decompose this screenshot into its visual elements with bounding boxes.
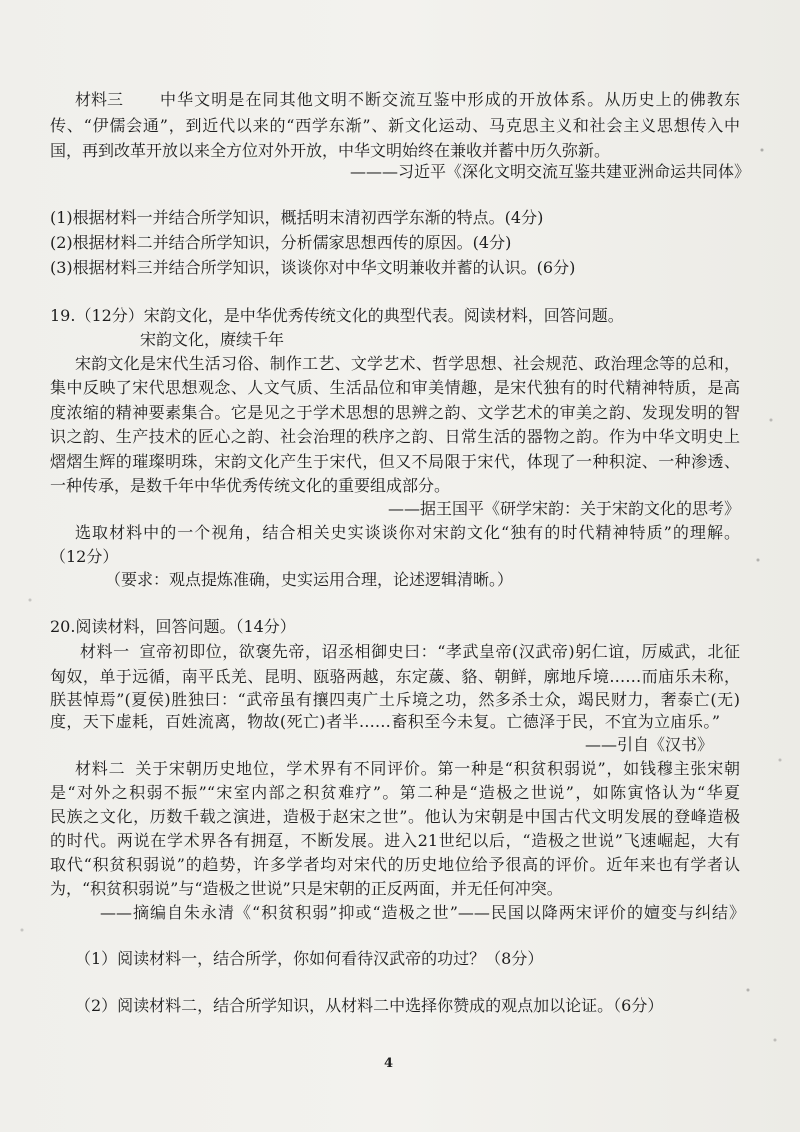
material3-line: 中华文明是在同其他文明不断交流互鉴中形成的开放体系。从历史上的佛教东 (160, 90, 740, 109)
q20-material2-line-text: 关于宋朝历史地位，学术界有不同评价。第一种是“积贫积弱说”，如钱穆主张宋朝 (135, 759, 740, 778)
q20-material2-line: 民族之文化，历数千载之演进，造极于赵宋之世”。他认为宋朝是中国古代文明发展的登峰造极 (50, 807, 740, 826)
q19-task: 选取材料中的一个视角，结合相关史实谈谈你对宋韵文化“独有的时代精神特质”的理解。 (75, 523, 740, 542)
q20-part-1: （1）阅读材料一，结合所学，你如何看待汉武帝的功过？（8分） (75, 949, 544, 968)
page-number: 4 (384, 1056, 394, 1071)
q19-task-score: （12分） (50, 547, 119, 566)
q18-part-3: (3)根据材料三并结合所学知识，谈谈你对中华文明兼收并蓄的认识。(6分) (50, 258, 576, 277)
q20-material2-line: 取代“积贫积弱说”的趋势，许多学者均对宋代的历史地位给予很高的评价。近年来也有学者认 (50, 855, 740, 874)
q20-part-2: （2）阅读材料二，结合所学知识，从材料二中选择你赞成的观点加以论证。（6分） (75, 996, 664, 1015)
q19-material-line: 宋韵文化是宋代生活习俗、制作工艺、文学艺术、哲学思想、社会规范、政治理念等的总和， (75, 354, 740, 373)
q18-part-2: (2)根据材料二并结合所学知识，分析儒家思想西传的原因。(4分) (50, 233, 512, 252)
q20-material1-line-text: 宣帝初即位，欲褒先帝，诏丞相御史曰：“孝武皇帝(汉武帝)躬仁谊，厉威武，北征 (139, 642, 740, 661)
q19-material-title: 宋韵文化，赓续千年 (140, 330, 285, 349)
q18-part-1: (1)根据材料一并结合所学知识，概括明末清初西学东渐的特点。(4分) (50, 208, 544, 227)
q19-material-line: 一种传承，是数千年中华优秀传统文化的重要组成部分。 (50, 476, 451, 495)
q20-material1-source: ——引自《汉书》 (585, 735, 714, 754)
q20-material2-label: 材料二 (75, 759, 126, 778)
q19-material-line: 度浓缩的精神要素集合。它是见之于学术思想的思辨之韵、文学艺术的审美之韵、发现发明的智 (50, 403, 740, 422)
material3-source: ———习近平《深化文明交流互鉴共建亚洲命运共同体》 (349, 162, 750, 181)
q20-material2-line: 为，“积贫积弱说”与“造极之世说”只是宋朝的正反两面，并无任何冲突。 (50, 879, 563, 898)
q20-material1-line: 度，天下虚耗，百姓流离，物故(死亡)者半……畜积至今未复。亡德泽于民，不宜为立庙乐。” (50, 712, 720, 731)
q20-material2-line (75, 759, 740, 779)
q19-material-line: 识之韵、生产技术的匠心之韵、社会治理的秩序之韵、日常生活的器物之韵。作为中华文明史上 (50, 427, 740, 446)
q19-requirement: （要求：观点提炼准确，史实运用合理，论述逻辑清晰。） (105, 570, 514, 589)
q19-source: ——据王国平《研学宋韵：关于宋韵文化的思考》 (387, 499, 740, 518)
q20-material1-line (80, 642, 740, 662)
q20-material2-line: 的时代。两说在学术界各有拥趸，不断发展。进入21世纪以后，“造极之世说”飞速崛起，大有 (50, 831, 740, 850)
q19-material-line: 熠熠生辉的璀璨明珠，宋韵文化产生于宋代，但又不局限于宋代，体现了一种积淀、一种渗透、 (50, 452, 740, 471)
q20-material1-line: 朕甚悼焉”(夏侯)胜独曰：“武帝虽有攘四夷广土斥境之功，然多杀士众，竭民财力，奢泰亡(无) (50, 690, 740, 709)
q20-material1-label: 材料一 (80, 642, 130, 661)
q19-material-line: 集中反映了宋代思想观念、人文气质、生活品位和审美情趣，是宋代独有的时代精神特质，是高 (50, 378, 740, 397)
material3-line: 国，再到改革开放以来全方位对外开放，中华文明始终在兼收并蓄中历久弥新。 (50, 141, 611, 160)
q20-material2-line: 是“对外之积弱不振”“宋室内部之积贫难疗”。第二种是“造极之世说”，如陈寅恪认为“华夏 (50, 783, 740, 802)
material3-label: 材料三 (75, 90, 124, 109)
q20-material2-source: ——摘编自朱永清《“积贫积弱”抑或“造极之世”——民国以降两宋评价的嬗变与纠结》 (100, 903, 745, 922)
material3-line: 传、“伊儒会通”，到近代以来的“西学东渐”、新文化运动、马克思主义和社会主义思想传入中 (50, 116, 740, 135)
q20-stem: 20.阅读材料，回答问题。（14分） (50, 617, 296, 636)
q20-material1-line: 匈奴，单于远循，南平氐羌、昆明、瓯骆两越，东定薉、貉、朝鲜，廓地斥境……而庙乐未称， (50, 667, 740, 686)
q19-stem: 19.（12分）宋韵文化，是中华优秀传统文化的典型代表。阅读材料，回答问题。 (50, 306, 624, 325)
